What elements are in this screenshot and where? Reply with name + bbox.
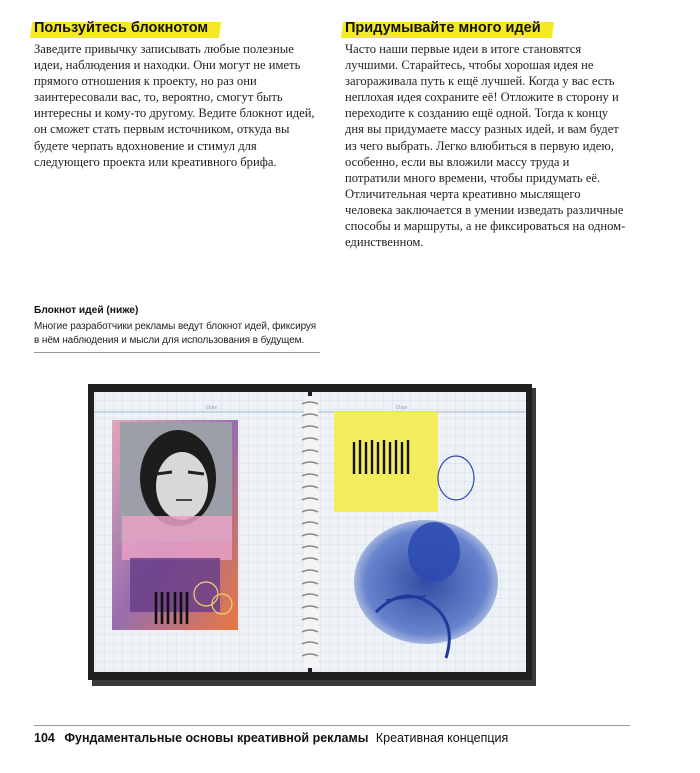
sticky-note <box>334 412 438 512</box>
book-title: Фундаментальные основы креативной рекламы <box>64 731 369 745</box>
caption-divider <box>34 352 320 353</box>
svg-text:Date: Date <box>206 405 218 411</box>
caption-title: Блокнот идей (ниже) <box>34 305 139 316</box>
svg-text:Date: Date <box>396 405 408 411</box>
footer-divider <box>34 725 630 726</box>
chapter-title: Креативная концепция <box>375 731 509 745</box>
right-section <box>345 18 627 250</box>
page-number: 104 <box>34 731 55 745</box>
left-section <box>34 18 316 170</box>
figure-caption <box>34 305 322 348</box>
notebook-image <box>86 382 538 686</box>
right-heading: Придумывайте много идей <box>343 18 547 39</box>
left-heading: Пользуйтесь блокнотом <box>32 18 214 39</box>
spiral-binding <box>302 396 318 668</box>
caption-text: Многие разработчики рекламы ведут блокнот идей, фиксируя в нём наблюдения и мысли для использования в будущем. <box>34 321 317 346</box>
left-body: Заведите привычку записывать любые полезные идеи, наблюдения и находки. Они могут не иметь прямого отношения к проекту, но раз они заинтересовали вас, то, вероятно, смогут быть интересны и кому-то другому. Ведите блокнот идей, он сможет стать первым источником, откуда вы будете черпать вдохновение и стимул для следующего проекта или креативного брифа. <box>34 42 315 169</box>
right-body: Часто наши первые идеи в итоге становятся лучшими. Старайтесь, чтобы хорошая идея не загораживала путь к ещё лучшей. Когда у вас есть неплохая идея сохраните её! Отложите в сторону и переходите к созданию ещё одной. Тогда к концу дня вы придумаете массу разных идей, и вам будет из чего выбрать. Легко влюбиться в первую идею, особенно, если вы вложили массу труда и потратили много времени, чтобы придумать её. Отличительная черта креативно мыслящего человека заключается в умении изведать различные способы и маршруты, а не фиксироваться на одном-единственном. <box>345 42 626 250</box>
notebook-illustration <box>86 382 538 686</box>
left-page-collage <box>112 420 238 630</box>
page-footer <box>34 731 508 745</box>
